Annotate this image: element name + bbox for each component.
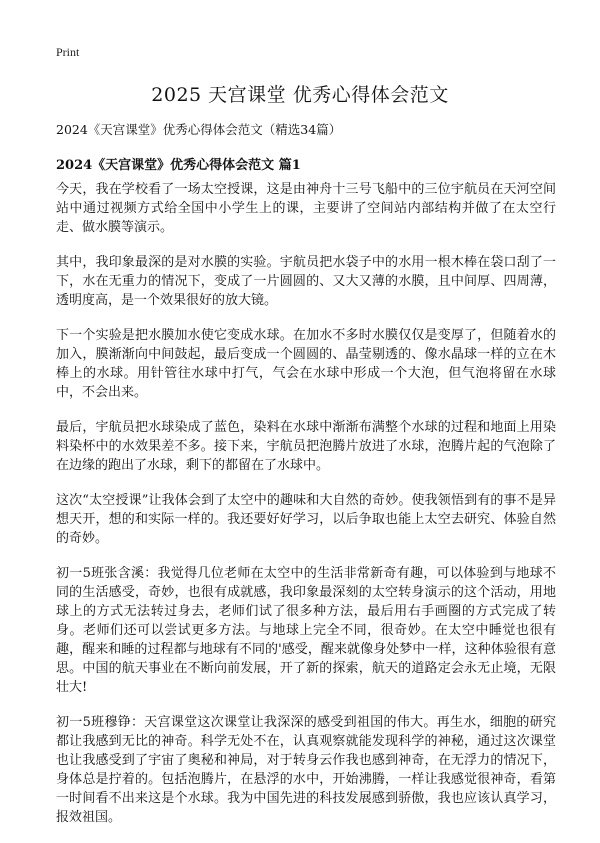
paragraph: 初一5班张含溪：我觉得几位老师在太空中的生活非常新奇有趣，可以体验到与地球不同的生活感受，奇妙，也很有成就感，我印象最深刻的太空转身演示的这个活动，用地球上的方式无法转过身去，老师们试了很多种方法，最后用右手画圈的方式完成了转身。老师们还可以尝试更多方法。与地球上完全不同，很奇妙。在太空中睡觉也很有趣，醒来和睡的过程都与地球有不同的'感受，醒来就像身处梦中一样，这种体验很有意思。中国的航天事业在不断向前发展，开了新的探索，航天的道路定会永无止境，无限壮大! xyxy=(56,566,556,695)
paragraph: 其中，我印象最深的是对水膜的实验。宇航员把水袋子中的水用一根木棒在袋口刮了一下，水在无重力的情况下，变成了一片圆圆的、又大又薄的水膜，且中间厚、四周薄，透明度高，是一个效果很好的放大镜。 xyxy=(56,255,556,308)
document-title: 2025 天宫课堂 优秀心得体会范文 xyxy=(151,84,449,106)
paragraph: 今天，我在学校看了一场太空授课，这是由神舟十三号飞船中的三位宇航员在天河空间站中通过视频方式给全国中小学生上的课，主要讲了空间站内部结构并做了在太空行走、做水膜等演示。 xyxy=(56,182,556,235)
print-label: Print xyxy=(56,45,80,59)
paragraph: 这次“太空授课”让我体会到了太空中的趣味和大自然的奇妙。使我领悟到有的事不是异想天开，想的和实际一样的。我还要好好学习，以后争取也能上太空去研究、体验自然的奇妙。 xyxy=(56,493,556,546)
document-subtitle: 2024《天宫课堂》优秀心得体会范文（精选34篇） xyxy=(56,122,342,137)
article-body xyxy=(56,180,556,843)
paragraph: 初一5班穆铮：天宫课堂这次课堂让我深深的感受到祖国的伟大。再生水，细胞的研究都让我感到无比的神奇。科学无处不在，认真观察就能发现科学的神秘，通过这次课堂也让我感受到了宇宙了奥秘和神局，对于转身云作我也感到神奇，在无浮力的情况下，身体总是拧着的。包括泡腾片，在悬浮的水中，开始沸腾，一样让我感觉很神奇，看第一时间看不出来这是个水球。我为中国先进的科技发展感到骄傲，我也应该认真学习，报效祖国。 xyxy=(56,715,556,825)
paragraph: 下一个实验是把水膜加水使它变成水球。在加水不多时水膜仅仅是变厚了，但随着水的加入，膜渐渐向中间鼓起，最后变成一个圆圆的、晶莹剔透的、像水晶球一样的立在木棒上的水球。用针管往水球中打气，气会在水球中形成一个大泡，但气泡将留在水球中，不会出来。 xyxy=(56,328,556,400)
paragraph: 最后，宇航员把水球染成了蓝色，染料在水球中渐渐布满整个水球的过程和地面上用染料染杯中的水效果差不多。接下来，宇航员把泡腾片放进了水球，泡腾片起的气泡除了在边缘的跑出了水球，剩下的都留在了水球中。 xyxy=(56,420,556,473)
section-heading: 2024《天宫课堂》优秀心得体会范文 篇1 xyxy=(56,158,301,173)
